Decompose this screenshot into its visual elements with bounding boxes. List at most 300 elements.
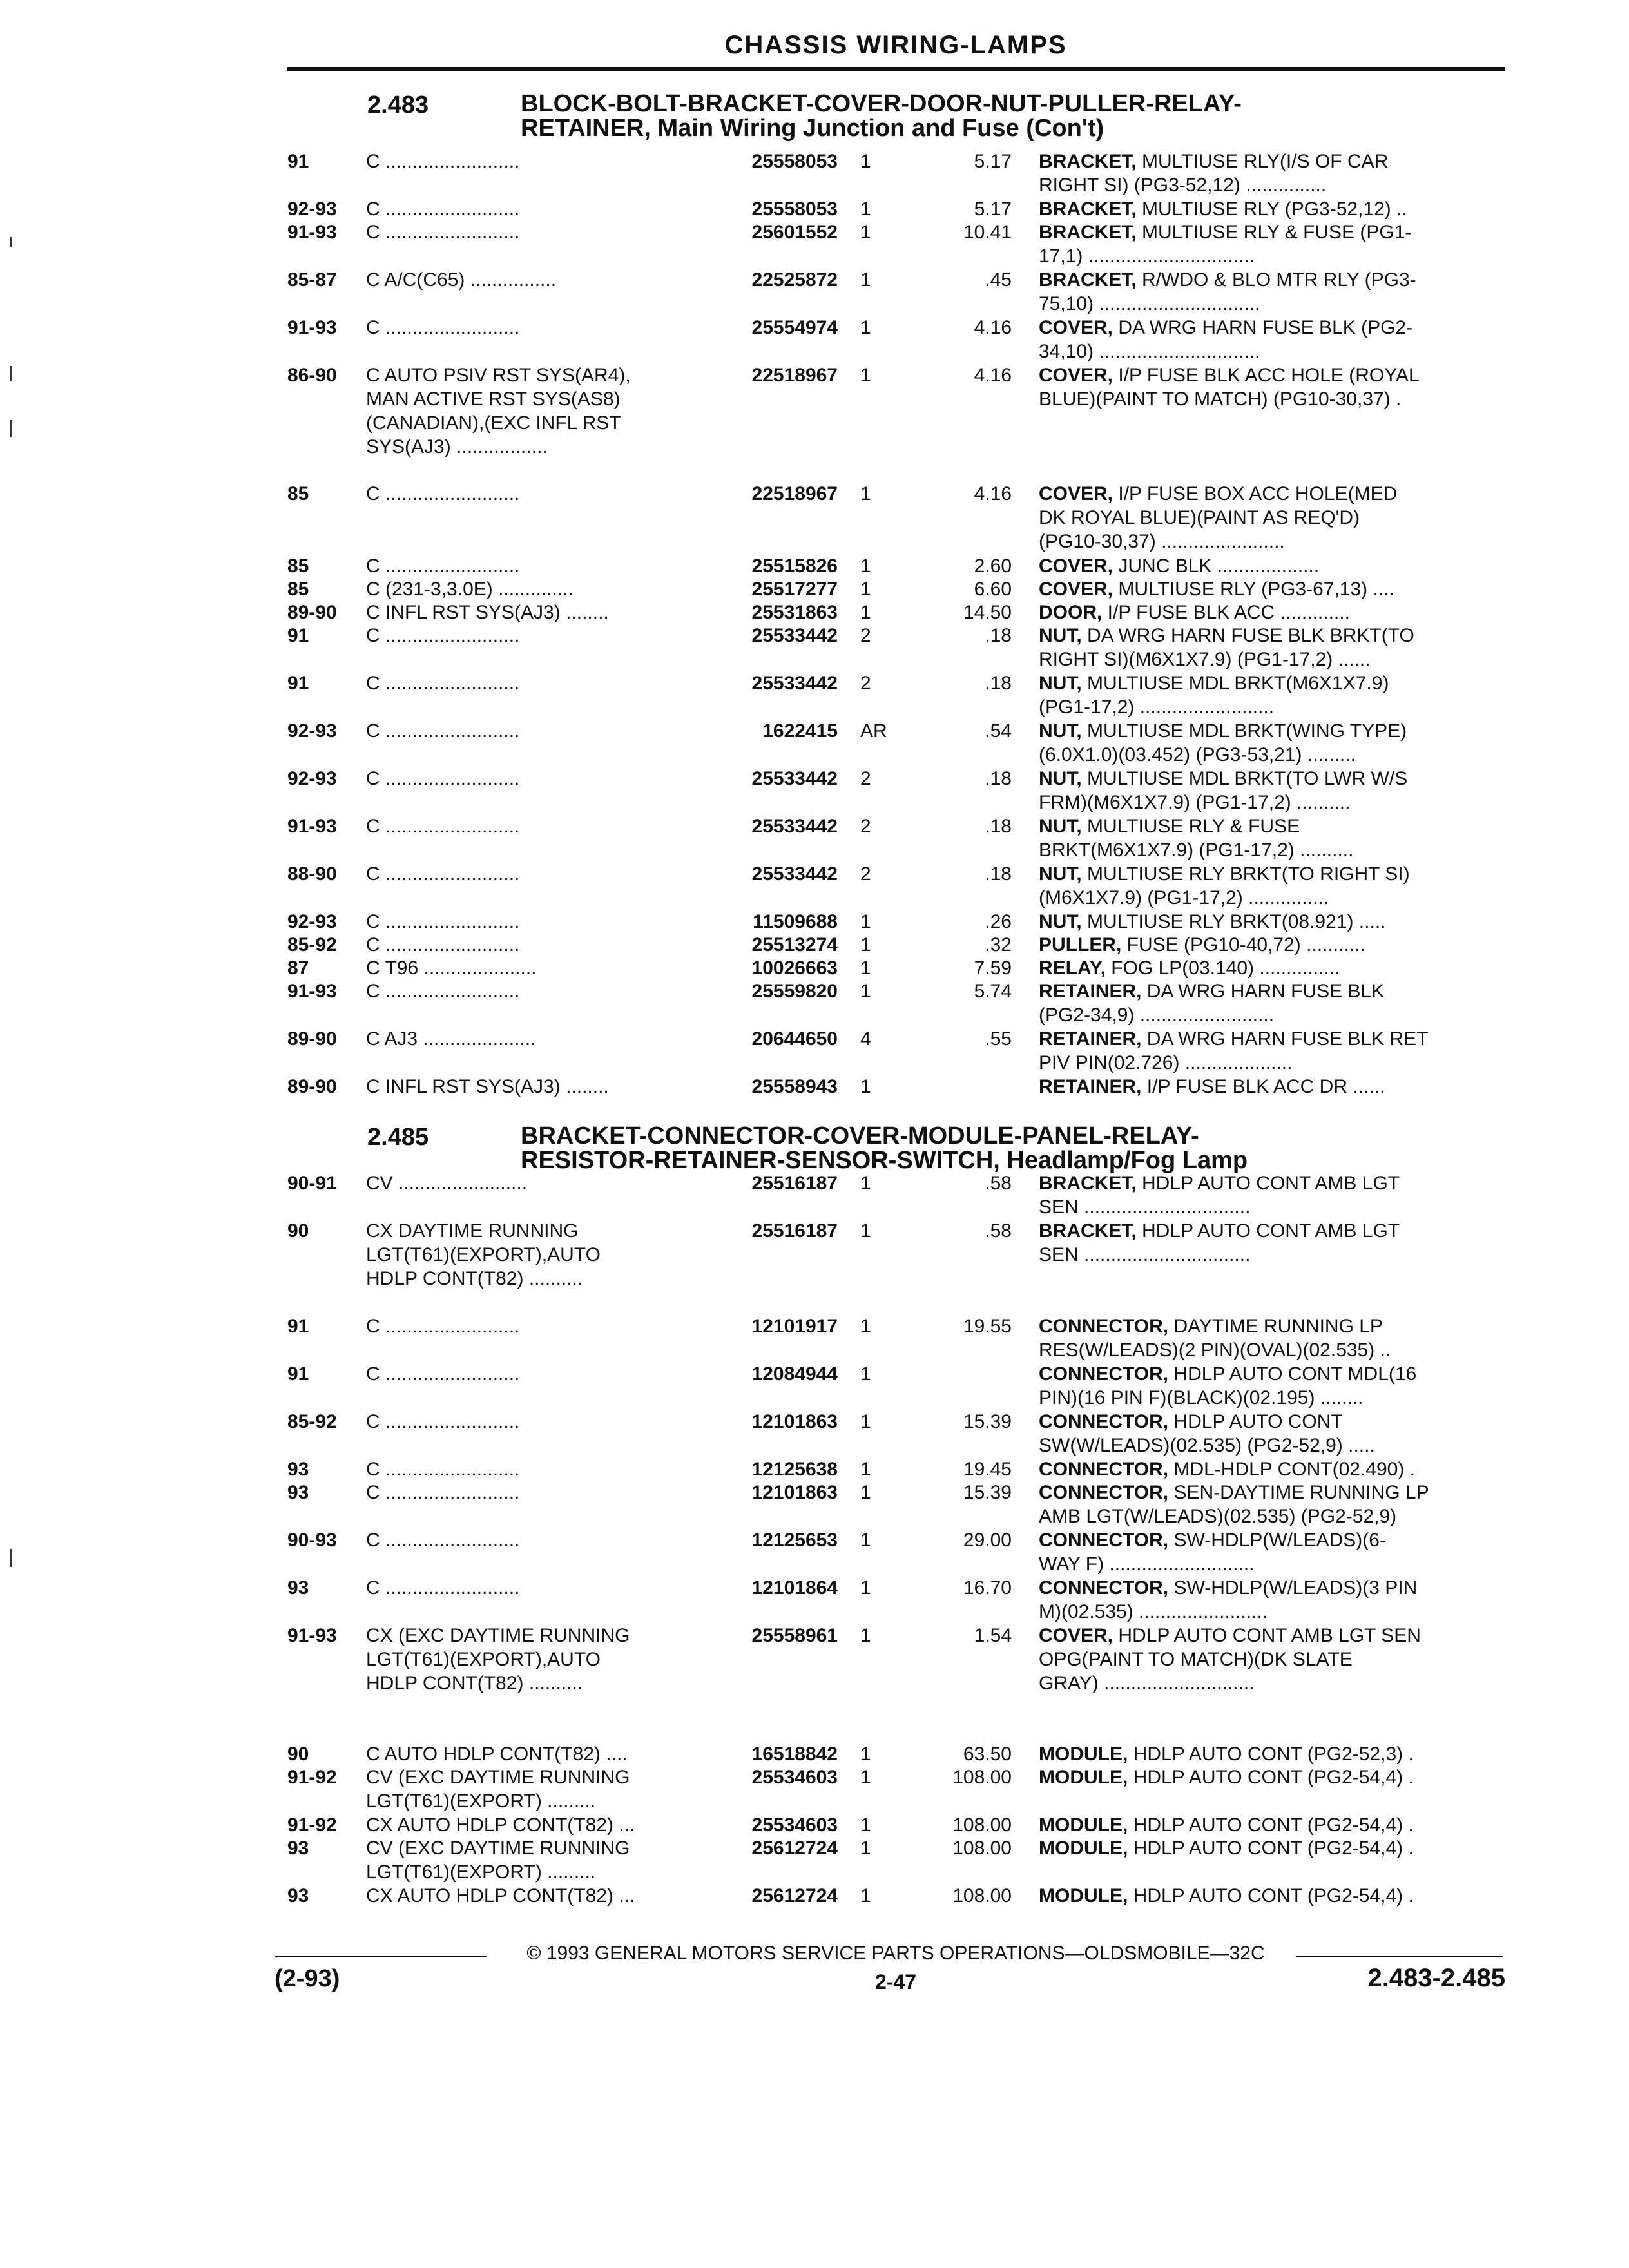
price: .18 (985, 816, 1012, 837)
title-rule (287, 67, 1505, 71)
model-year: 92-93 (287, 198, 337, 220)
part-number: 25612724 (751, 1838, 838, 1859)
model-year: 91-93 (287, 1625, 337, 1646)
part-description (1039, 671, 1509, 719)
part-detail: MULTIUSE RLY (PG3-67,13) .... (1113, 579, 1394, 600)
part-number: 11509688 (753, 911, 838, 932)
part-name: RETAINER, (1039, 1028, 1142, 1050)
usage-description: C ......................... (366, 222, 520, 243)
price: .18 (985, 673, 1012, 694)
quantity: 1 (860, 1363, 871, 1385)
usage-description: C ......................... (366, 1577, 520, 1599)
part-description (1039, 624, 1509, 671)
model-year: 91-93 (287, 816, 337, 837)
part-detail: MULTIUSE RLY & FUSE BRKT(M6X1X7.9) (PG1-17,2) .......... (1039, 816, 1354, 861)
part-number: 25516187 (751, 1220, 838, 1242)
part-name: NUT, (1039, 720, 1082, 742)
price: 5.17 (974, 151, 1012, 172)
price: .58 (985, 1220, 1012, 1242)
part-detail: MULTIUSE RLY & FUSE (PG1- 17,1) ............................... (1039, 222, 1412, 267)
usage-description: C ......................... (366, 1530, 520, 1551)
part-detail: MULTIUSE MDL BRKT(TO LWR W/S FRM)(M6X1X7.9) (PG1-17,2) .......... (1039, 768, 1408, 813)
footer-section-ref: 2.483-2.485 (1367, 1964, 1505, 1992)
price: .26 (985, 911, 1012, 932)
model-year: 90-91 (287, 1173, 337, 1194)
part-detail: HDLP AUTO CONT (PG2-54,4) . (1128, 1767, 1414, 1788)
part-number: 12125638 (751, 1459, 838, 1480)
footer-rule (1296, 1956, 1503, 1957)
usage-description: C AUTO HDLP CONT(T82) .... (366, 1744, 628, 1765)
model-year: 92-93 (287, 768, 337, 789)
section-number: 2.485 (367, 1124, 429, 1151)
part-number: 25517277 (751, 579, 838, 600)
part-detail: R/WDO & BLO MTR RLY (PG3- 75,10) .............................. (1039, 269, 1416, 314)
quantity: 1 (860, 602, 871, 623)
part-description (1039, 1765, 1509, 1789)
model-year: 90 (287, 1744, 309, 1765)
part-description (1039, 1362, 1509, 1410)
model-year: 86-90 (287, 365, 337, 386)
part-number: 25533442 (751, 863, 838, 885)
usage-description: C (231-3,3.0E) .............. (366, 579, 574, 600)
part-description (1039, 1481, 1509, 1528)
model-year: 85 (287, 483, 309, 505)
usage-description: C ......................... (366, 625, 520, 646)
model-year: 91-93 (287, 981, 337, 1002)
part-description (1039, 979, 1509, 1027)
quantity: 1 (860, 1577, 871, 1599)
price: .18 (985, 768, 1012, 789)
price: 19.45 (963, 1459, 1012, 1480)
section-title: BRACKET-CONNECTOR-COVER-MODULE-PANEL-RELAY- RESISTOR-RETAINER-SENSOR-SWITCH, Headlamp/Fog Lamp (521, 1122, 1248, 1174)
usage-description: C ......................... (366, 911, 520, 932)
part-detail: MULTIUSE MDL BRKT(M6X1X7.9) (PG1-17,2) ......................... (1039, 673, 1389, 718)
price: .18 (985, 625, 1012, 646)
part-detail: DAYTIME RUNNING LP RES(W/LEADS)(2 PIN)(OVAL)(02.535) .. (1039, 1316, 1391, 1361)
quantity: 1 (860, 1173, 871, 1194)
part-name: BRACKET, (1039, 1220, 1137, 1242)
price: 5.74 (974, 981, 1012, 1002)
price: 16.70 (963, 1577, 1012, 1599)
part-description (1039, 814, 1509, 862)
footer-date: (2-93) (275, 1965, 340, 1992)
part-number: 25533442 (751, 673, 838, 694)
usage-description: CV (EXC DAYTIME RUNNING LGT(T61)(EXPORT) ......... (366, 1767, 630, 1812)
part-name: COVER, (1039, 483, 1113, 505)
usage-description: CX AUTO HDLP CONT(T82) ... (366, 1814, 635, 1836)
part-description (1039, 268, 1509, 316)
quantity: 1 (860, 1744, 871, 1765)
model-year: 91 (287, 625, 309, 646)
part-description (1039, 316, 1509, 363)
part-name: CONNECTOR, (1039, 1411, 1169, 1432)
part-name: NUT, (1039, 816, 1082, 837)
part-description (1039, 862, 1509, 910)
part-description (1039, 933, 1509, 957)
model-year: 93 (287, 1838, 309, 1859)
price: 15.39 (963, 1411, 1012, 1432)
part-description (1039, 1219, 1509, 1267)
quantity: 1 (860, 579, 871, 600)
usage-description: C ......................... (366, 151, 520, 172)
part-number: 25515826 (751, 555, 838, 577)
model-year: 88-90 (287, 863, 337, 885)
part-description (1039, 577, 1509, 601)
price: .32 (985, 934, 1012, 956)
quantity: 1 (860, 1530, 871, 1551)
part-name: PULLER, (1039, 934, 1122, 956)
price: .18 (985, 863, 1012, 885)
quantity: 1 (860, 1885, 871, 1907)
price: 14.50 (963, 602, 1012, 623)
model-year: 92-93 (287, 720, 337, 742)
usage-description: C ......................... (366, 673, 520, 694)
usage-description: C ......................... (366, 1316, 520, 1337)
part-name: COVER, (1039, 365, 1113, 386)
part-name: CONNECTOR, (1039, 1459, 1169, 1480)
part-detail: HDLP AUTO CONT MDL(16 PIN)(16 PIN F)(BLACK)(02.195) ........ (1039, 1363, 1417, 1408)
model-year: 91-92 (287, 1814, 337, 1836)
part-detail: MDL-HDLP CONT(02.490) . (1168, 1459, 1416, 1480)
usage-description: C T96 ..................... (366, 957, 537, 979)
quantity: 1 (860, 911, 871, 932)
part-description (1039, 1171, 1509, 1219)
price: 108.00 (952, 1885, 1012, 1907)
quantity: 2 (860, 768, 871, 789)
part-detail: HDLP AUTO CONT AMB LGT SEN ............................... (1039, 1220, 1400, 1265)
quantity: 1 (860, 981, 871, 1002)
part-detail: SW-HDLP(W/LEADS)(3 PIN M)(02.535) ........................ (1039, 1577, 1418, 1622)
usage-description: C ......................... (366, 1459, 520, 1480)
part-name: CONNECTOR, (1039, 1577, 1169, 1599)
usage-description: CV ........................ (366, 1173, 528, 1194)
part-detail: HDLP AUTO CONT AMB LGT SEN ............................... (1039, 1173, 1400, 1218)
part-detail: HDLP AUTO CONT (PG2-54,4) . (1128, 1814, 1414, 1836)
part-name: BRACKET, (1039, 1173, 1137, 1194)
price: 1.54 (974, 1625, 1012, 1646)
model-year: 91 (287, 1316, 309, 1337)
part-name: NUT, (1039, 768, 1082, 789)
part-name: NUT, (1039, 673, 1082, 694)
usage-description: C ......................... (366, 555, 520, 577)
part-description (1039, 1576, 1509, 1624)
usage-description: C ......................... (366, 934, 520, 956)
part-detail: MULTIUSE MDL BRKT(WING TYPE) (6.0X1.0)(03.452) (PG3-53,21) ......... (1039, 720, 1407, 765)
price: 4.16 (974, 483, 1012, 505)
quantity: 1 (860, 483, 871, 505)
usage-description: C ......................... (366, 1411, 520, 1432)
part-number: 16518842 (751, 1744, 838, 1765)
footer-copyright: © 1993 GENERAL MOTORS SERVICE PARTS OPERATIONS—OLDSMOBILE—32C (526, 1943, 1265, 1964)
part-description (1039, 956, 1509, 980)
part-name: MODULE, (1039, 1767, 1128, 1788)
part-name: COVER, (1039, 1625, 1113, 1646)
model-year: 91 (287, 1363, 309, 1385)
model-year: 90 (287, 1220, 309, 1242)
price: 10.41 (963, 222, 1012, 243)
model-year: 93 (287, 1885, 309, 1907)
usage-description: CV (EXC DAYTIME RUNNING LGT(T61)(EXPORT) ......... (366, 1838, 630, 1883)
part-name: COVER, (1039, 555, 1113, 577)
part-name: CONNECTOR, (1039, 1316, 1169, 1337)
part-description (1039, 719, 1509, 767)
section-title: BLOCK-BOLT-BRACKET-COVER-DOOR-NUT-PULLER-RELAY- RETAINER, Main Wiring Junction and Fuse (Con't) (521, 90, 1242, 142)
price: 15.39 (963, 1482, 1012, 1503)
part-detail: HDLP AUTO CONT (PG2-54,4) . (1128, 1885, 1414, 1907)
part-description (1039, 1457, 1509, 1481)
price: .58 (985, 1173, 1012, 1194)
part-name: BRACKET, (1039, 269, 1137, 291)
usage-description: C INFL RST SYS(AJ3) ........ (366, 602, 609, 623)
usage-description: C AUTO PSIV RST SYS(AR4), MAN ACTIVE RST SYS(AS8) (CANADIAN),(EXC INFL RST SYS(AJ3) ................. (366, 365, 631, 457)
usage-description: CX (EXC DAYTIME RUNNING LGT(T61)(EXPORT),AUTO HDLP CONT(T82) .......... (366, 1625, 630, 1694)
quantity: 2 (860, 816, 871, 837)
model-year: 92-93 (287, 911, 337, 932)
quantity: 1 (860, 222, 871, 243)
part-number: 25558053 (751, 151, 838, 172)
part-description (1039, 1314, 1509, 1362)
part-name: BRACKET, (1039, 151, 1137, 172)
part-number: 25558053 (751, 198, 838, 220)
part-description (1039, 1075, 1509, 1099)
usage-description: C A/C(C65) ................ (366, 269, 557, 291)
part-number: 25531863 (751, 602, 838, 623)
part-detail: SW-HDLP(W/LEADS)(6- WAY F) ........................... (1039, 1530, 1386, 1575)
part-detail: MULTIUSE RLY(I/S OF CAR RIGHT SI) (PG3-52,12) ............... (1039, 151, 1389, 196)
part-name: RELAY, (1039, 957, 1106, 979)
part-number: 12101864 (751, 1577, 838, 1599)
price: .55 (985, 1028, 1012, 1050)
part-number: 12084944 (751, 1363, 838, 1385)
model-year: 85 (287, 555, 309, 577)
price: .45 (985, 269, 1012, 291)
price: 108.00 (952, 1838, 1012, 1859)
price: 29.00 (963, 1530, 1012, 1551)
part-description (1039, 1027, 1509, 1075)
margin-mark (10, 1549, 12, 1567)
part-description (1039, 197, 1509, 221)
part-description (1039, 1528, 1509, 1576)
part-description (1039, 363, 1509, 411)
model-year: 91 (287, 151, 309, 172)
price: 19.55 (963, 1316, 1012, 1337)
quantity: 2 (860, 863, 871, 885)
part-number: 25554974 (751, 317, 838, 338)
quantity: 1 (860, 365, 871, 386)
price: 5.17 (974, 198, 1012, 220)
model-year: 90-93 (287, 1530, 337, 1551)
model-year: 89-90 (287, 602, 337, 623)
part-detail: MULTIUSE RLY BRKT(TO RIGHT SI) (M6X1X7.9) (PG1-17,2) ............... (1039, 863, 1410, 908)
price: .54 (985, 720, 1012, 742)
quantity: 4 (860, 1028, 871, 1050)
part-name: MODULE, (1039, 1814, 1128, 1836)
quantity: 1 (860, 1482, 871, 1503)
part-detail: FUSE (PG10-40,72) ........... (1121, 934, 1365, 956)
part-name: CONNECTOR, (1039, 1482, 1169, 1503)
part-name: COVER, (1039, 317, 1113, 338)
part-number: 25533442 (751, 816, 838, 837)
part-detail: SEN-DAYTIME RUNNING LP AMB LGT(W/LEADS)(02.535) (PG2-52,9) (1039, 1482, 1429, 1527)
part-description (1039, 910, 1509, 934)
usage-description: CX AUTO HDLP CONT(T82) ... (366, 1885, 635, 1907)
quantity: 1 (860, 1838, 871, 1859)
part-detail: DA WRG HARN FUSE BLK (PG2-34,9) ......................... (1039, 981, 1385, 1026)
part-detail: DA WRG HARN FUSE BLK (PG2- 34,10) .............................. (1039, 317, 1413, 362)
model-year: 89-90 (287, 1076, 337, 1097)
price: 6.60 (974, 579, 1012, 600)
part-name: CONNECTOR, (1039, 1363, 1169, 1385)
part-description (1039, 1742, 1509, 1766)
part-description (1039, 149, 1509, 197)
part-number: 25533442 (751, 625, 838, 646)
quantity: 1 (860, 555, 871, 577)
part-detail: DA WRG HARN FUSE BLK BRKT(TO RIGHT SI)(M6X1X7.9) (PG1-17,2) ...... (1039, 625, 1414, 670)
margin-mark (10, 237, 12, 247)
quantity: 1 (860, 1316, 871, 1337)
quantity: 1 (860, 317, 871, 338)
margin-mark (10, 366, 12, 381)
usage-description: C AJ3 ..................... (366, 1028, 536, 1050)
model-year: 91-92 (287, 1767, 337, 1788)
price: 108.00 (952, 1814, 1012, 1836)
quantity: 1 (860, 1814, 871, 1836)
part-description (1039, 601, 1509, 624)
part-detail: MULTIUSE RLY BRKT(08.921) ..... (1081, 911, 1386, 932)
model-year: 85-87 (287, 269, 337, 291)
part-number: 25516187 (751, 1173, 838, 1194)
part-number: 12125653 (751, 1530, 838, 1551)
quantity: AR (860, 720, 887, 742)
part-name: RETAINER, (1039, 981, 1142, 1002)
part-detail: HDLP AUTO CONT AMB LGT SEN OPG(PAINT TO MATCH)(DK SLATE GRAY) ............................ (1039, 1625, 1421, 1694)
part-name: RETAINER, (1039, 1076, 1142, 1097)
part-description (1039, 482, 1509, 553)
model-year: 93 (287, 1482, 309, 1503)
part-number: 25612724 (751, 1885, 838, 1907)
usage-description: C ......................... (366, 768, 520, 789)
part-number: 25533442 (751, 768, 838, 789)
usage-description: C ......................... (366, 981, 520, 1002)
part-name: NUT, (1039, 863, 1082, 885)
part-detail: HDLP AUTO CONT (PG2-54,4) . (1128, 1838, 1414, 1859)
model-year: 91 (287, 673, 309, 694)
price: 63.50 (963, 1744, 1012, 1765)
page-title: CHASSIS WIRING-LAMPS (724, 31, 1067, 59)
part-number: 25534603 (751, 1814, 838, 1836)
quantity: 2 (860, 625, 871, 646)
quantity: 1 (860, 1767, 871, 1788)
model-year: 91-93 (287, 222, 337, 243)
part-number: 12101917 (751, 1316, 838, 1337)
part-description (1039, 1884, 1509, 1908)
part-number: 25513274 (751, 934, 838, 956)
part-detail: I/P FUSE BLK ACC ............. (1102, 602, 1350, 623)
price: 108.00 (952, 1767, 1012, 1788)
quantity: 1 (860, 198, 871, 220)
usage-description: C ......................... (366, 483, 520, 505)
model-year: 91-93 (287, 317, 337, 338)
usage-description: C ......................... (366, 863, 520, 885)
part-name: BRACKET, (1039, 222, 1137, 243)
part-description (1039, 554, 1509, 578)
quantity: 1 (860, 957, 871, 979)
quantity: 1 (860, 1411, 871, 1432)
quantity: 2 (860, 673, 871, 694)
part-detail: I/P FUSE BOX ACC HOLE(MED DK ROYAL BLUE)(PAINT AS REQ'D) (PG10-30,37) ....................... (1039, 483, 1398, 552)
part-description (1039, 220, 1509, 268)
model-year: 85-92 (287, 934, 337, 956)
part-name: MODULE, (1039, 1744, 1128, 1765)
margin-mark (10, 420, 12, 437)
part-name: MODULE, (1039, 1885, 1128, 1907)
part-number: 20644650 (751, 1028, 838, 1050)
usage-description: C ......................... (366, 816, 520, 837)
part-detail: I/P FUSE BLK ACC DR ...... (1141, 1076, 1385, 1097)
part-name: DOOR, (1039, 602, 1103, 623)
part-name: NUT, (1039, 911, 1082, 932)
part-number: 22525872 (751, 269, 838, 291)
quantity: 1 (860, 269, 871, 291)
part-detail: HDLP AUTO CONT SW(W/LEADS)(02.535) (PG2-52,9) ..... (1039, 1411, 1375, 1456)
section-number: 2.483 (367, 91, 429, 119)
usage-description: C ......................... (366, 1482, 520, 1503)
part-number: 12101863 (751, 1411, 838, 1432)
part-detail: FOG LP(03.140) ............... (1105, 957, 1340, 979)
quantity: 1 (860, 934, 871, 956)
part-number: 12101863 (751, 1482, 838, 1503)
part-detail: JUNC BLK ................... (1113, 555, 1320, 577)
part-description (1039, 767, 1509, 814)
part-detail: HDLP AUTO CONT (PG2-52,3) . (1128, 1744, 1414, 1765)
quantity: 1 (860, 151, 871, 172)
part-description (1039, 1624, 1509, 1695)
quantity: 1 (860, 1459, 871, 1480)
part-description (1039, 1836, 1509, 1860)
part-number: 25601552 (751, 222, 838, 243)
usage-description: C ......................... (366, 720, 520, 742)
part-name: MODULE, (1039, 1838, 1128, 1859)
part-number: 25558943 (751, 1076, 838, 1097)
quantity: 1 (860, 1625, 871, 1646)
usage-description: C ......................... (366, 198, 520, 220)
part-number: 10026663 (751, 957, 838, 979)
model-year: 93 (287, 1577, 309, 1599)
price: 4.16 (974, 317, 1012, 338)
model-year: 85 (287, 579, 309, 600)
footer-rule (275, 1956, 487, 1957)
price: 4.16 (974, 365, 1012, 386)
usage-description: C ......................... (366, 1363, 520, 1385)
part-name: BRACKET, (1039, 198, 1137, 220)
part-detail: DA WRG HARN FUSE BLK RET PIV PIN(02.726) .................... (1039, 1028, 1429, 1073)
part-name: NUT, (1039, 625, 1082, 646)
part-description (1039, 1410, 1509, 1457)
usage-description: C INFL RST SYS(AJ3) ........ (366, 1076, 609, 1097)
usage-description: CX DAYTIME RUNNING LGT(T61)(EXPORT),AUTO HDLP CONT(T82) .......... (366, 1220, 601, 1289)
model-year: 93 (287, 1459, 309, 1480)
part-detail: MULTIUSE RLY (PG3-52,12) .. (1136, 198, 1407, 220)
price: 7.59 (974, 957, 1012, 979)
part-number: 25534603 (751, 1767, 838, 1788)
part-number: 22518967 (751, 483, 838, 505)
part-name: COVER, (1039, 579, 1113, 600)
footer-page-number: 2-47 (874, 1970, 917, 1994)
quantity: 1 (860, 1076, 871, 1097)
part-name: CONNECTOR, (1039, 1530, 1169, 1551)
quantity: 1 (860, 1220, 871, 1242)
part-number: 25559820 (751, 981, 838, 1002)
